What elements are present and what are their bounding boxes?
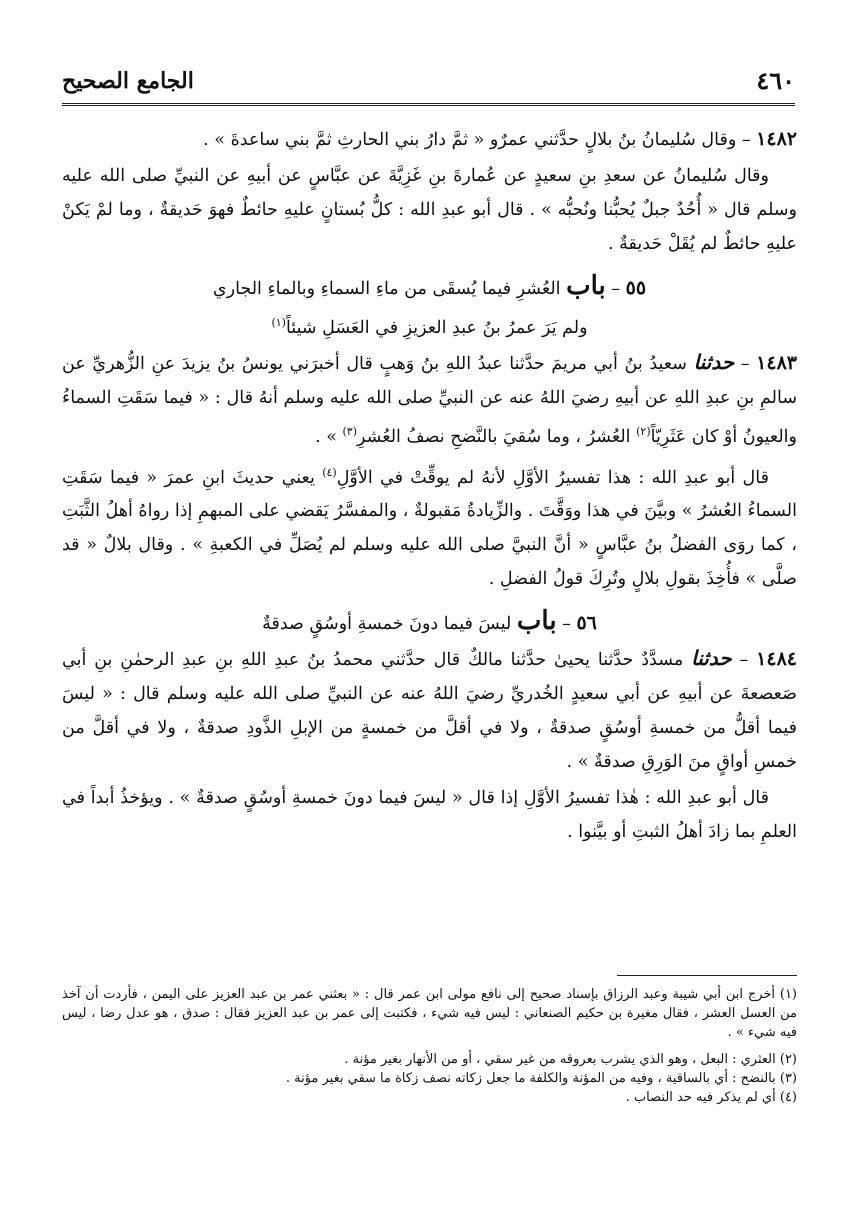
paragraph-text: قال أبو عبدِ الله : هذا تفسيرُ الأوَّلِ لأنهُ لم يوقِّتْ في الأوَّلِ: [336, 467, 769, 488]
paragraph-text-cont: يعني حديثَ ابنِ عمرَ « فيما سَقَتِ السماءُ العُشرُ » وبيَّنَ في هذا ووَقَّتَ . والزِّيادةُ مَقبولةٌ ، والمفسَّرُ يَقضي على المبهمِ إذا رواهُ أهلُ الثَّبَتِ ، كما روَى الفضلُ بنُ عبَّاسٍ « أنَّ النبيَّ صلى الله عليه وسلم لم يُصَلِّ في الكعبةِ » . وقال بلالٌ « قد صلَّى » فأُخِذَ بقولِ بلالٍ وتُرِكَ قولُ الفضلِ .: [62, 467, 797, 590]
hadith-1484: ١٤٨٤ – حدثنا مسدَّدٌ حدَّثنا يحيىٰ حدَّثنا مالكٌ قال حدَّثني محمدُ بنُ عبدِ اللهِ بنِ عبدِ الرحمٰنِ بنِ أبي صَعصعةَ عن أبيهِ عن أبي سعيدٍ الخُدريِّ رضيَ اللهُ عنه عن النبيِّ صلى الله عليه وسلم قال : « ليسَ فيما أقلُّ من خمسةِ أوسُقٍ صدقةٌ ، ولا في أقلَّ من خمسةٍ من الإبلِ الذَّودِ صدقةٌ ، ولا في أقلَّ من خمسِ أواقٍ منَ الوَرِقِ صدقةٌ » .: [62, 646, 797, 773]
hadith-number: ١٤٨٤: [756, 648, 797, 671]
hadith-1482: [62, 122, 797, 157]
footnote-3: (٣) بالنضح : أي بالساقية ، وفيه من المؤنة والكلفة ما جعل زكاته نصف زكاة ما سقي بغير مؤنة .: [285, 1071, 797, 1086]
bab-label: باب: [566, 271, 606, 301]
chapter-subtitle: ولم يَرَ عمرُ بنُ عبدِ العزيزِ في العَسَلِ شيئاً: [285, 317, 588, 338]
chapter-heading-56: ٥٦ – باب ليسَ فيما دونَ خمسةِ أوسُقٍ صدقةٌ: [262, 606, 597, 637]
footnote-ref: (١): [271, 316, 286, 329]
chapter-number: ٥٦: [576, 612, 597, 635]
chapter-number: ٥٥: [625, 277, 647, 299]
footnote-4: (٤) أي لم يذكر فيه حد النصاب .: [625, 1090, 797, 1105]
header-rule: [62, 103, 795, 106]
paragraph-text: قال أبو عبدِ الله : هٰذا تفسيرُ الأوَّلِ إذا قال « ليسَ فيما دونَ خمسةِ أوسُقٍ صدقةٌ » . ويؤخذُ أبداً في العلمِ بما زادَ أهلُ الثبتِ أو بيَّنوا .: [62, 788, 797, 843]
hadith-number: ١٤٨٣: [756, 351, 797, 374]
hadith-text-cont: العُشرُ ، وما سُقيَ بالنَّضحِ نصفُ العُشرِ: [357, 426, 631, 447]
chapter-heading-55: ٥٥ – باب العُشرِ فيما يُسقَى من ماءِ السماءِ وبالماءِ الجاري: [212, 271, 647, 301]
hadith-number: ١٤٨٢: [756, 128, 797, 150]
hadith-text: سعيدُ بنُ أبي مريمَ حدَّثنا عبدُ اللهِ بنُ وَهبٍ قال أخبرَني يونسُ بنُ يزيدَ عنِ الزُّهريِّ عن سالمِ بنِ عبدِ اللهِ عن أبيهِ رضيَ اللهُ عنه عن النبيِّ صلى الله عليه وسلم أنهُ قال : « فيما سَقَتِ السماءُ والعيونُ أوْ كان عَثَرِيّاً: [62, 353, 797, 447]
page-body: [62, 122, 797, 851]
haddathana-label: حدثنا: [693, 349, 735, 374]
commentary-paragraph: [62, 456, 797, 597]
bab-label: باب: [516, 606, 557, 637]
footnote-2: (٢) العثري : البعل ، وهو الذي يشرب بعروقه من غير سقي ، أو من الأنهار بغير مؤنة .: [344, 1052, 797, 1067]
chapter-subheading: [62, 306, 797, 345]
footnote-1: (١) أخرج ابن أبي شيبة وعبد الرزاق بإسناد صحيح إلى نافع مولى ابن عمر قال : « بعثني عمر بن عبد العزيز على اليمن ، فأردت أن آخذ من العسل العشر ، فقال مغيرة بن حكيم الصنعاني : ليس فيه شيء ، فكتبت إلى عمر بن عبد العزيز فقال : صدق ، هو عدل رضا ، ليس فيه شيء » .: [62, 987, 797, 1040]
closing-paragraph: [62, 781, 797, 849]
footnote-separator: [617, 975, 797, 976]
paragraph-text: وقال سُليمانُ عن سعدِ بنِ سعيدٍ عن عُمارةَ بنِ غَزِيَّةَ عن عبَّاسٍ عن أبيهِ عن النبيِّ صلى الله عليه وسلم قال « أُحُدٌ جبلٌ يُحبُّنا ونُحبُّه » . قال أبو عبدِ الله : كلُّ بُستانٍ عليهِ حائطٌ فهوَ حَديقةٌ ، وما لمْ يَكنْ عليهِ حائطٌ لم يُقَلْ حَديقةٌ .: [62, 166, 797, 254]
chapter-title: ليسَ فيما دونَ خمسةِ أوسُقٍ صدقةٌ: [262, 614, 512, 635]
hadith-text: مسدَّدٌ حدَّثنا يحيىٰ حدَّثنا مالكٌ قال حدَّثني محمدُ بنُ عبدِ اللهِ بنِ عبدِ الرحمٰنِ بنِ أبي صَعصعةَ عن أبيهِ عن أبي سعيدٍ الخُدريِّ رضيَ اللهُ عنه عن النبيِّ صلى الله عليه وسلم قال : « ليسَ فيما أقلُّ من خمسةِ أوسُقٍ صدقةٌ ، ولا في أقلَّ من خمسةٍ من الإبلِ الذَّودِ صدقةٌ ، ولا في أقلَّ من خمسِ أواقٍ منَ الوَرِقِ صدقةٌ » .: [62, 650, 797, 773]
hadith-1483: ١٤٨٣ – حدثنا سعيدُ بنُ أبي مريمَ حدَّثنا عبدُ اللهِ بنُ وَهبٍ قال أخبرَني يونسُ بنُ يزيدَ عنِ الزُّهريِّ عن سالمِ بنِ عبدِ اللهِ عن أبيهِ رضيَ اللهُ عنه عن النبيِّ صلى الله عليه وسلم أنهُ قال : « فيما سَقَتِ السماءُ والعيونُ أوْ كان عَثَرِيّاً$^{(٢)}$ العُشرُ ، وما سُقيَ بالنَّضحِ نصفُ العُشرِ$^{(٣)}$ » .: [62, 349, 797, 447]
book-title: الجامع الصحيح: [62, 68, 194, 94]
narration-paragraph: [62, 159, 797, 261]
page-number: ٤٦٠: [756, 66, 795, 95]
haddathana-label: حدثنا: [691, 646, 732, 671]
page-header: [62, 62, 795, 106]
chapter-title: العُشرِ فيما يُسقَى من ماءِ السماءِ وبالماءِ الجاري: [212, 279, 561, 299]
footnotes: [62, 985, 797, 1107]
footnote-ref: (٤): [322, 465, 337, 479]
footnote-ref: (٢): [636, 424, 651, 438]
hadith-text: – وقال سُليمانُ بنُ بلالٍ حدَّثني عمرٌو « ثمَّ دارُ بني الحارثِ ثمَّ بني ساعدةَ » .: [203, 130, 751, 150]
footnote-ref: (٣): [342, 424, 357, 438]
hadith-text-end: » .: [315, 426, 337, 447]
